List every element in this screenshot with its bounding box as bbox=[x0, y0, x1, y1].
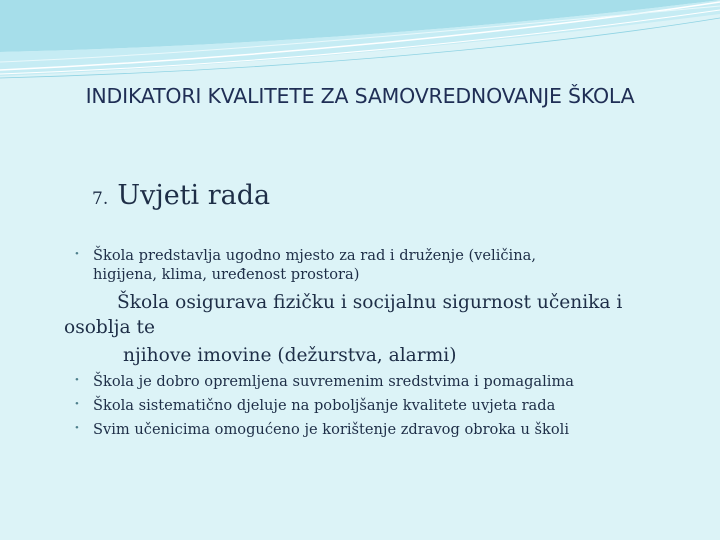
header-wave-decoration bbox=[0, 0, 720, 90]
bullet-item-1-line-1: Škola predstavlja ugodno mjesto za rad i druženje (veličina, bbox=[93, 247, 536, 264]
bullet-item-1-line-2: higijena, klima, uređenost prostora) bbox=[93, 266, 360, 283]
bullet-item-2: Škola je dobro opremljena suvremenim sredstvima i pomagalima bbox=[93, 373, 574, 390]
paragraph-line-1: Škola osigurava fizičku i socijalnu sigurnost učenika i bbox=[117, 292, 623, 313]
section-heading bbox=[92, 180, 270, 211]
bullet-item-3: Škola sistematično djeluje na poboljšanje kvalitete uvjeta rada bbox=[93, 397, 556, 414]
bullet-item-4: Svim učenicima omogućeno je korištenje zdravog obroka u školi bbox=[93, 421, 570, 438]
paragraph-line-2: osoblja te bbox=[64, 317, 156, 338]
bullet-marker: • bbox=[75, 398, 79, 410]
section-number: 7. bbox=[92, 189, 109, 209]
bullet-marker: • bbox=[75, 374, 79, 386]
slide-title: INDIKATORI KVALITETE ZA SAMOVREDNOVANJE ŠKOLA bbox=[85, 84, 635, 108]
bullet-marker: • bbox=[75, 422, 79, 434]
paragraph-line-3: njihove imovine (dežurstva, alarmi) bbox=[123, 345, 457, 366]
bullet-marker: • bbox=[75, 248, 79, 260]
section-title: Uvjeti rada bbox=[117, 180, 271, 211]
bullet-item-1 bbox=[93, 246, 536, 284]
